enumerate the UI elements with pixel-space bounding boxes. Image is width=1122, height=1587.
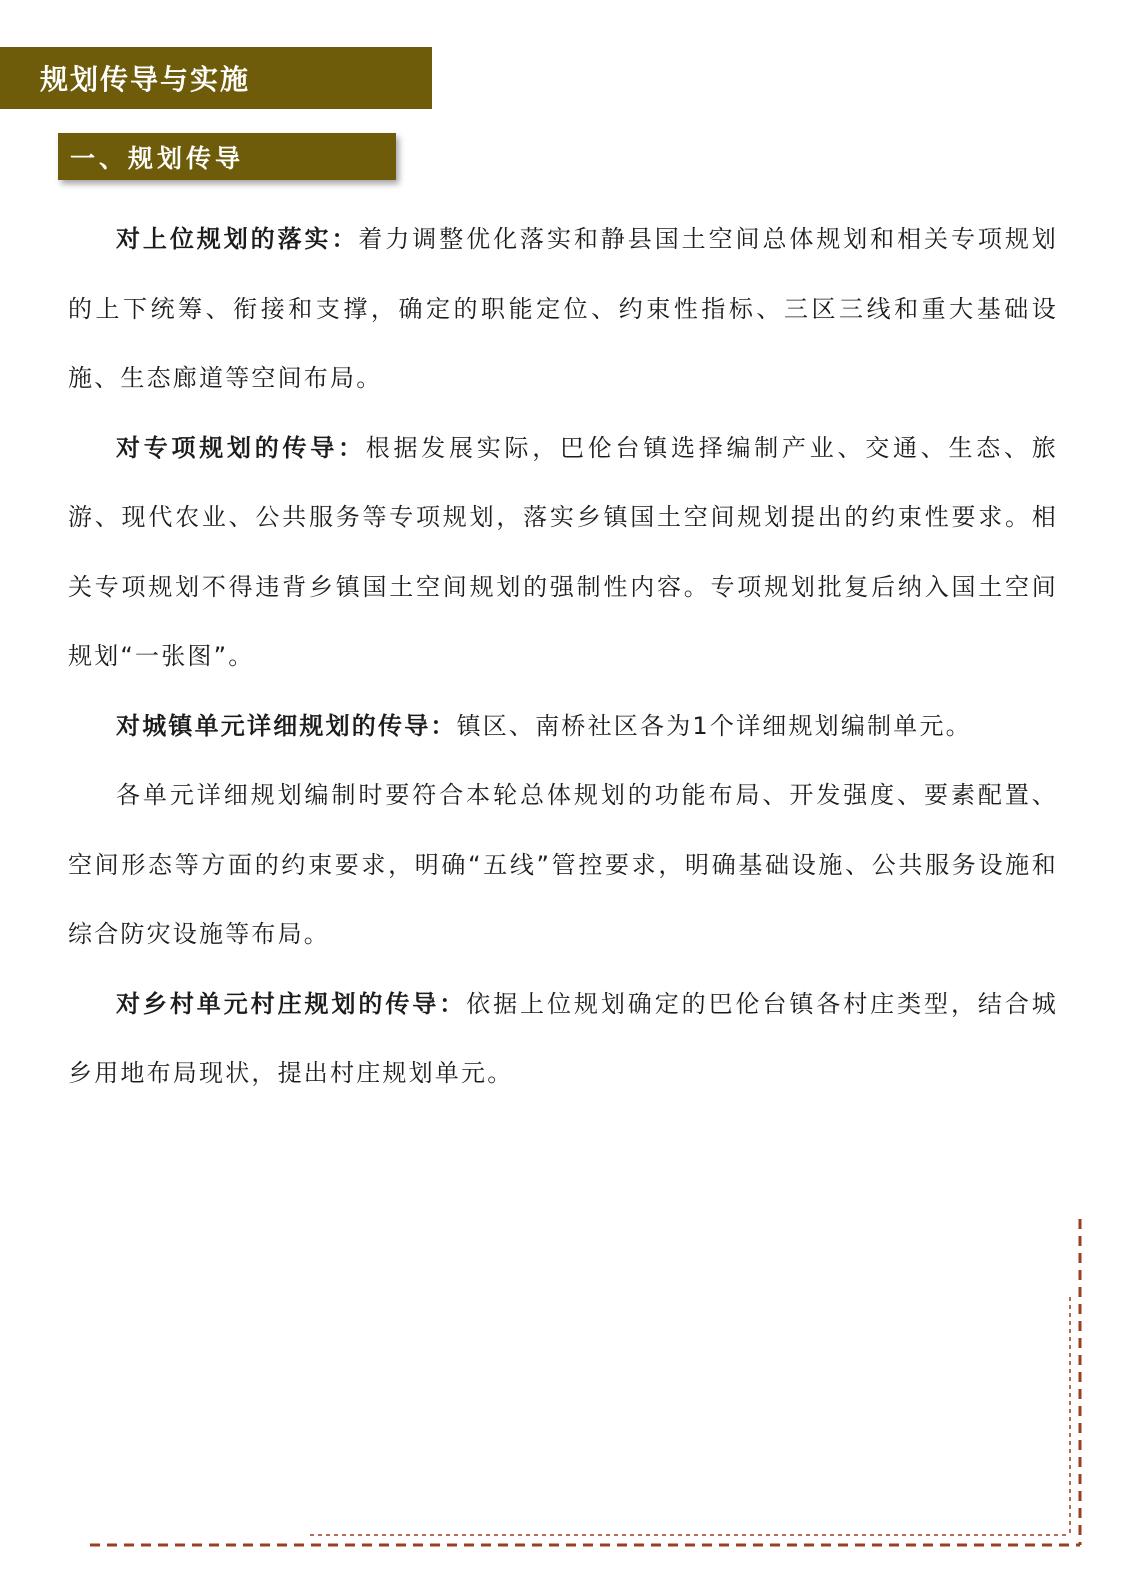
decorative-dashed-corner bbox=[90, 1217, 1084, 1547]
paragraph-text: 各单元详细规划编制时要符合本轮总体规划的功能布局、开发强度、要素配置、空间形态等方面的约束要求，明确“五线”管控要求，明确基础设施、公共服务设施和综合防灾设施等布局。 bbox=[68, 781, 1058, 948]
paragraph-upper-plan bbox=[68, 205, 1058, 414]
paragraph-lead: 对城镇单元详细规划的传导： bbox=[116, 711, 457, 740]
paragraph-text: 着力调整优化落实和静县国土空间总体规划和相关专项规划的上下统筹、衔接和支撑，确定的职能定位、约束性指标、三区三线和重大基础设施、生态廊道等空间布局。 bbox=[68, 225, 1058, 392]
body-content bbox=[68, 205, 1058, 1109]
paragraph-lead: 对乡村单元村庄规划的传导： bbox=[116, 989, 467, 1018]
paragraph-lead: 对上位规划的落实： bbox=[116, 225, 359, 253]
page-title: 规划传导与实施 bbox=[40, 63, 251, 96]
section-heading-bar bbox=[58, 133, 396, 180]
paragraph-text: 根据发展实际，巴伦台镇选择编制产业、交通、生态、旅游、现代农业、公共服务等专项规划，落实乡镇国土空间规划提出的约束性要求。相关专项规划不得违背乡镇国土空间规划的强制性内容。专项规划批复后纳入国土空间规划“一张图”。 bbox=[68, 433, 1058, 670]
paragraph-unit-detail bbox=[68, 761, 1058, 970]
paragraph-village-unit bbox=[68, 970, 1058, 1109]
section-title: 一、规划传导 bbox=[70, 143, 245, 173]
paragraph-text: 依据上位规划确定的巴伦台镇各村庄类型，结合城乡用地布局现状，提出村庄规划单元。 bbox=[68, 989, 1058, 1087]
paragraph-lead: 对专项规划的传导： bbox=[116, 433, 366, 462]
paragraph-town-unit bbox=[68, 692, 1058, 762]
paragraph-special-plan bbox=[68, 414, 1058, 692]
paragraph-text: 镇区、南桥社区各为1个详细规划编制单元。 bbox=[456, 711, 972, 740]
page-header-bar bbox=[0, 47, 432, 109]
